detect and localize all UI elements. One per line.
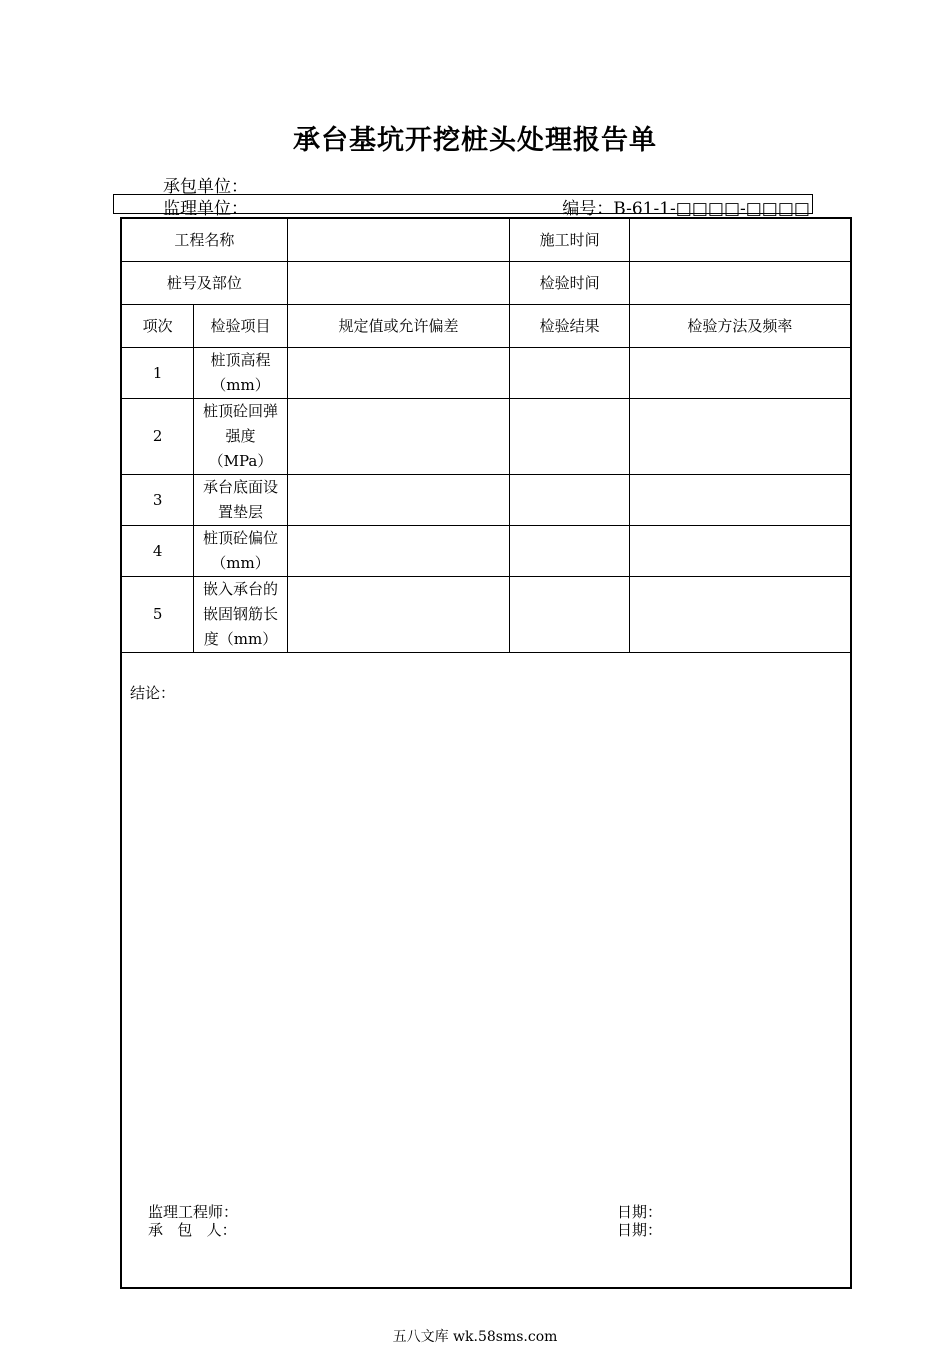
watermark-text: 五八文库 wk.58sms.com: [392, 1329, 558, 1345]
inspection-table: [120, 217, 852, 1289]
table-row: [121, 475, 851, 526]
contractor-person-label: 承 包 人：: [148, 1221, 237, 1239]
supervising-engineer-label: 监理工程师：: [148, 1203, 239, 1221]
row-item: 承台底面设置垫层: [194, 475, 287, 526]
inspection-time-value[interactable]: [629, 262, 851, 305]
row-number: 1: [121, 348, 194, 399]
table-row: [121, 399, 851, 475]
column-header: 检验结果: [510, 305, 629, 348]
row-number: 3: [121, 475, 194, 526]
info-row-pile: [121, 262, 851, 305]
pile-location-value[interactable]: [287, 262, 510, 305]
row-number: 2: [121, 399, 194, 475]
row-item: 桩顶高程（mm）: [194, 348, 287, 399]
page-title: 承台基坑开挖桩头处理报告单: [293, 125, 657, 156]
table-row: [121, 577, 851, 653]
column-header-row: [121, 305, 851, 348]
row-item: 嵌入承台的嵌固钢筋长度（mm）: [194, 577, 287, 653]
row-method-value[interactable]: [629, 526, 851, 577]
row-result-value[interactable]: [510, 475, 629, 526]
row-result-value[interactable]: [510, 348, 629, 399]
row-method-value[interactable]: [629, 399, 851, 475]
project-name-label: 工程名称: [121, 218, 287, 262]
column-header: 项次: [121, 305, 194, 348]
form-code: 编号：B-61-1-□□□□-□□□□: [562, 199, 810, 219]
row-result-value[interactable]: [510, 577, 629, 653]
construction-time-label: 施工时间: [510, 218, 629, 262]
row-number: 4: [121, 526, 194, 577]
construction-time-value[interactable]: [629, 218, 851, 262]
row-method-value[interactable]: [629, 475, 851, 526]
info-row-project: [121, 218, 851, 262]
row-spec-value[interactable]: [287, 399, 510, 475]
contractor-date-label: 日期：: [617, 1221, 663, 1239]
table-row: [121, 526, 851, 577]
column-header: 规定值或允许偏差: [287, 305, 510, 348]
engineer-date-label: 日期：: [617, 1203, 663, 1221]
supervisor-unit-label: 监理单位：: [163, 199, 248, 219]
row-method-value[interactable]: [629, 348, 851, 399]
row-spec-value[interactable]: [287, 475, 510, 526]
pile-location-label: 桩号及部位: [121, 262, 287, 305]
row-spec-value[interactable]: [287, 348, 510, 399]
supervisor-code-box: [113, 194, 813, 219]
table-row: [121, 348, 851, 399]
row-result-value[interactable]: [510, 399, 629, 475]
conclusion-cell[interactable]: [121, 653, 851, 1289]
conclusion-row: [121, 653, 851, 1289]
contractor-unit-label: 承包单位：: [163, 177, 248, 197]
row-result-value[interactable]: [510, 526, 629, 577]
column-header: 检验项目: [194, 305, 287, 348]
row-spec-value[interactable]: [287, 526, 510, 577]
row-number: 5: [121, 577, 194, 653]
row-item: 桩顶砼偏位（mm）: [194, 526, 287, 577]
conclusion-label: 结论：: [130, 684, 176, 702]
project-name-value[interactable]: [287, 218, 510, 262]
column-header: 检验方法及频率: [629, 305, 851, 348]
row-method-value[interactable]: [629, 577, 851, 653]
row-spec-value[interactable]: [287, 577, 510, 653]
row-item: 桩顶砼回弹强度（MPa）: [194, 399, 287, 475]
inspection-time-label: 检验时间: [510, 262, 629, 305]
